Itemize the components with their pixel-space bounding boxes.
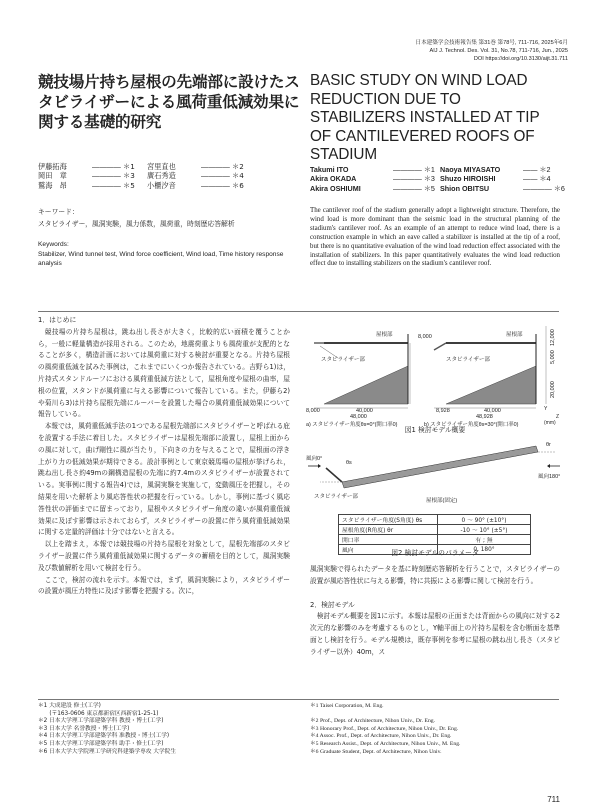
footnote-divider bbox=[38, 699, 559, 700]
author-name: Naoya MIYASATO bbox=[440, 165, 501, 174]
label-stabilizer: スタビライザー部 bbox=[314, 494, 358, 500]
author-name: 宮里直也 bbox=[147, 162, 176, 171]
subcaption-a: a) スタビライザー角度θs=0°(開口率0) bbox=[306, 422, 398, 428]
divider bbox=[38, 311, 559, 312]
journal-citation-en: AIJ J. Technol. Des. Vol. 31, No.78, 711-716, Jun., 2025 bbox=[429, 48, 568, 54]
page-number: 711 bbox=[547, 795, 560, 804]
footnote: (〒163-0606 東京都新宿区西新宿1-25-1) bbox=[38, 710, 159, 717]
paragraph: 風洞実験で得られたデータを基に時刻歴応答解析を行うことで，スタビライザーの設置が風応答性状に与える影響，特に共振による影響に関して検討を行う。 bbox=[310, 565, 560, 585]
stabilizer-line bbox=[434, 343, 446, 350]
title-english: BASIC STUDY ON WIND LOAD REDUCTION DUE TO STABILIZERS INSTALLED AT TIP OF CANTILEVERED ROOFS OF STADIUM bbox=[310, 72, 540, 164]
author-name: Shuzo HIROISHI bbox=[440, 174, 496, 184]
table-cell: 風向 bbox=[339, 545, 438, 555]
theta-s-label: θs bbox=[346, 460, 352, 466]
dim-a-1: 8,000 bbox=[306, 408, 320, 414]
keywords-label: Keywords: bbox=[38, 241, 69, 248]
author-mark: ―――― ＊1 bbox=[393, 165, 435, 174]
author-name: 鷲海 昂 bbox=[38, 180, 67, 190]
authors-english bbox=[310, 165, 570, 193]
stabilizer-line bbox=[326, 468, 342, 482]
author-name: 廣石秀造 bbox=[147, 171, 176, 181]
author-mark: ―――― ＊2 bbox=[201, 162, 244, 171]
unit-mm: (mm) bbox=[544, 420, 556, 426]
footnote: ＊2 Prof., Dept. of Architecture, Nihon Univ., Dr. Eng. bbox=[310, 718, 436, 725]
figure-2-caption: 図2 検討モデルのパラメータ bbox=[391, 549, 479, 557]
author-name: Takumi ITO bbox=[310, 165, 349, 174]
table-cell: 0 ～ 90° (±10°) bbox=[438, 515, 531, 525]
label-stabilizer: スタビライザー部 bbox=[446, 357, 490, 363]
paragraph: 競技場の片持ち屋根は，跳ね出し長さが大きく，比較的広い面積を覆うことから，一般に軽量構造が採用される。このため，地震荷重よりも風荷重が支配的となることが多く，構造計画においては風荷重に対する検討が重要となる。片持ち屋根の風荷重低減を試みた事例は，これまでにいくつか報告されている。吉野ら1)は，片持式スタンドルーフにおける風荷重低減方法として，屋根角度や屋根の曲率，屋根の位置，スタンドが風荷重に与える影響について報告している。また，伊藤ら2)や菊川ら3)は片持ち屋根先端にルーバーを設置した場合の風荷重低減効果について報告している。 bbox=[38, 327, 290, 419]
section-heading: 2．検討モデル bbox=[310, 600, 355, 609]
footnotes-english bbox=[310, 703, 560, 756]
model-a bbox=[306, 330, 410, 420]
table-row bbox=[339, 525, 531, 535]
author-mark: ―― ＊4 bbox=[523, 174, 551, 184]
label-stabilizer: スタビライザー部 bbox=[321, 357, 365, 363]
footnote: ＊3 Honorary Prof., Dept. of Architecture, Nihon Univ., Dr. Eng. bbox=[310, 725, 459, 732]
table-cell: 0, 180° bbox=[438, 545, 531, 555]
keywords-text: Stabilizer, Wind tunnel test, Wind force coefficient, Wind load, Time history response analysis bbox=[38, 250, 284, 268]
dim-b-1: 8,928 bbox=[436, 408, 450, 414]
author-mark: ―――― ＊4 bbox=[201, 171, 244, 181]
stand-section bbox=[324, 366, 408, 404]
author-name: Akira OSHIUMI bbox=[310, 183, 361, 193]
footnote: ＊2 日本大学理工学部建築学科 教授・博士(工学) bbox=[38, 718, 164, 725]
author-mark: ―――― ＊6 bbox=[201, 180, 244, 190]
dim-a-3: 48,000 bbox=[350, 414, 367, 420]
author-name: Shion OBITSU bbox=[440, 183, 490, 193]
author-row bbox=[38, 171, 256, 180]
author-mark: ―――― ＊6 bbox=[523, 183, 565, 193]
wind-label-0: 風向0° bbox=[306, 456, 323, 462]
stand-section bbox=[446, 366, 536, 404]
footnote: ＊6 日本大学大学院理工学研究科建築学専攻 大学院生 bbox=[38, 748, 177, 755]
dim-top-3: 5,000 bbox=[550, 350, 556, 364]
author-row bbox=[310, 165, 570, 174]
figure-1-caption: 図1 検討モデル概要 bbox=[404, 426, 466, 434]
author-row bbox=[38, 181, 256, 190]
title-japanese: 競技場片持ち屋根の先端部に設けたスタビライザーによる風荷重低減効果に関する基礎的研究 bbox=[38, 73, 300, 131]
footnote: ＊1 大成建設 修士(工学) bbox=[38, 703, 101, 709]
footnote: ＊4 日本大学理工学部建築学科 准教授・博士(工学) bbox=[38, 733, 170, 740]
dim-top-2: 12,000 bbox=[550, 329, 556, 346]
table-cell: 屋根角度(R角度) θr bbox=[339, 525, 438, 535]
author-name: 伊藤拓海 bbox=[38, 162, 67, 171]
dim-a-2: 40,000 bbox=[356, 408, 373, 414]
model-b bbox=[418, 326, 559, 426]
paragraph: 以上を踏まえ，本報では競技場の片持ち屋根を対象として，屋根先端部のスタビライザー設置に伴う風荷重低減効果に関するデータの蓄積を目的として，風洞実験及び数値解析を用いて検討を行う。 bbox=[38, 540, 290, 572]
label-roof: 屋根部(固定) bbox=[426, 498, 458, 504]
label-roof: 屋根部 bbox=[376, 332, 393, 338]
table-row bbox=[339, 515, 531, 525]
journal-citation-ja: 日本建築学会技術報告集 第31巻 第78号, 711-716, 2025年6月 bbox=[415, 40, 568, 46]
table-cell: 開口率 bbox=[339, 535, 438, 545]
footnote: ＊1 Taisei Corporation, M. Eng. bbox=[310, 703, 384, 709]
table-cell: スタビライザー角度(S角度) θs bbox=[339, 515, 438, 525]
wind-label-180: 風向180° bbox=[538, 474, 561, 480]
author-name: Akira OKADA bbox=[310, 174, 357, 184]
footnote: ＊3 日本大学 名誉教授・博士(工学) bbox=[38, 725, 130, 732]
roof-section bbox=[342, 446, 538, 488]
dim-top-4: 20,000 bbox=[550, 381, 556, 398]
subcaption-b: b) スタビライザー角度θs=30°(開口率0) bbox=[424, 422, 519, 428]
author-row bbox=[38, 162, 256, 171]
paragraph: 検討モデル概要を図1に示す。本報は屋根の正面または背面からの風向に対する2次元的な影響のみを考慮するものとし，Y軸平面上の片持ち屋根を含む断面を基準面とし検討を行う。モデル規模は，既存事例を参考に屋根の跳ね出し長さ（スタビライザー以外）40m，ス bbox=[310, 612, 560, 656]
footnote: ＊6 Graduate Student, Dept. of Architecture, Nihon Univ. bbox=[310, 748, 442, 755]
paragraph: 本報では，風荷重低減手法の1つである屋根先端部にスタビライザーと呼ばれる庇を設置する手法に着目した。スタビライザーは屋根先端部に設置し，屋根上面からの風に対して，曲げ剛性に風が当たり，下向きの力を与えることで，屋根面の浮き上がり力の低減効果が期待できる。設計事例として東京競馬場の屋根が挙げられ，跳ね出し長さ約49mの鋼構造屋根の先端に約7.4mのスタビライザーが設置されている。実事例に関する報告4)では，風洞実験を実施して，変動風圧を把握し，その結果を用いた解析より風応答性状の把握を行っている。しかし，事例に基づく風応答性状の評価までに留まっており，屋根やスタビライザー角度の違いが風荷重低減効果に及ぼす影響は示されておらず，スタビライザーの設置に伴う風荷重低減効果に関する定量的評価は十分ではないと言える。 bbox=[38, 422, 290, 537]
body-right-column bbox=[310, 564, 560, 659]
section-heading: 1．はじめに bbox=[38, 316, 77, 324]
author-mark: ―――― ＊5 bbox=[393, 183, 435, 193]
author-mark: ―――― ＊3 bbox=[92, 171, 135, 181]
author-row bbox=[310, 184, 570, 193]
theta-r-label: θr bbox=[546, 442, 551, 448]
keywords-english bbox=[38, 240, 300, 269]
abstract: The cantilever roof of the stadium generally adopt a lightweight structure. Therefore, the wind load is more dominant than the seismic load in the structural planning of the stadium's cantilever roof. As an example of an attempt to reduce wind load, there is a construction example in which an eave called a stabilizer is installed at the tip of a roof, but there is no quantitative evaluation of the wind load reduction effect associated with the installation of stabilizers. In this paper quantitatively evaluates the wind load reduction effect due to installing stabilizers on the stadium's cantilever roof. bbox=[310, 207, 560, 268]
author-name: 小櫃汐音 bbox=[147, 180, 176, 190]
author-name: 岡田 章 bbox=[38, 171, 67, 181]
author-mark: ―― ＊2 bbox=[523, 165, 551, 174]
author-mark: ―――― ＊5 bbox=[92, 180, 135, 190]
axis-z: Z bbox=[556, 414, 560, 420]
footnote: ＊5 Research Assist., Dept. of Architecture, Nihon Univ., M. Eng. bbox=[310, 740, 461, 747]
dim-b-2: 40,000 bbox=[484, 408, 501, 414]
author-mark: ―――― ＊3 bbox=[393, 174, 435, 184]
arrow-head bbox=[318, 464, 321, 468]
footnote: ＊5 日本大学理工学部建築学科 助手・修士(工学) bbox=[38, 740, 164, 747]
figure-1-diagram bbox=[306, 316, 562, 434]
doi-link[interactable]: DOI https://doi.org/10.3130/aijt.31.711 bbox=[473, 56, 568, 62]
author-row bbox=[310, 174, 570, 183]
dim-top-1: 8,000 bbox=[418, 334, 432, 340]
footnotes-japanese bbox=[38, 703, 290, 756]
author-mark: ―――― ＊1 bbox=[92, 162, 135, 171]
table-cell: -10 ～ 10° (±5°) bbox=[438, 525, 531, 535]
label-roof: 屋根部 bbox=[506, 332, 523, 338]
body-left-column bbox=[38, 315, 290, 598]
figure-2-diagram bbox=[306, 438, 562, 512]
keywords-label: キーワード： bbox=[38, 208, 79, 216]
axis-y: Y bbox=[544, 406, 548, 412]
keywords-text: スタビライザー，風洞実験，風力係数，風荷重，時刻歴応答解析 bbox=[38, 219, 235, 228]
footnote: ＊4 Assoc. Prof., Dept. of Architecture, Nihon Univ., Dr. Eng. bbox=[310, 733, 452, 740]
paragraph: ここで，検討の流れを示す。本報では，まず，風洞実験により，スタビライザーの設置が風圧力特性に及ぼす影響を把握する。次に， bbox=[38, 575, 290, 596]
table-cell: 有 ; 無 bbox=[438, 535, 531, 545]
arrow-head bbox=[547, 464, 550, 468]
journal-header bbox=[415, 39, 568, 63]
authors-japanese bbox=[38, 162, 256, 190]
table-row bbox=[339, 535, 531, 545]
keywords-japanese bbox=[38, 207, 235, 230]
dim-b-3: 48,928 bbox=[476, 414, 493, 420]
